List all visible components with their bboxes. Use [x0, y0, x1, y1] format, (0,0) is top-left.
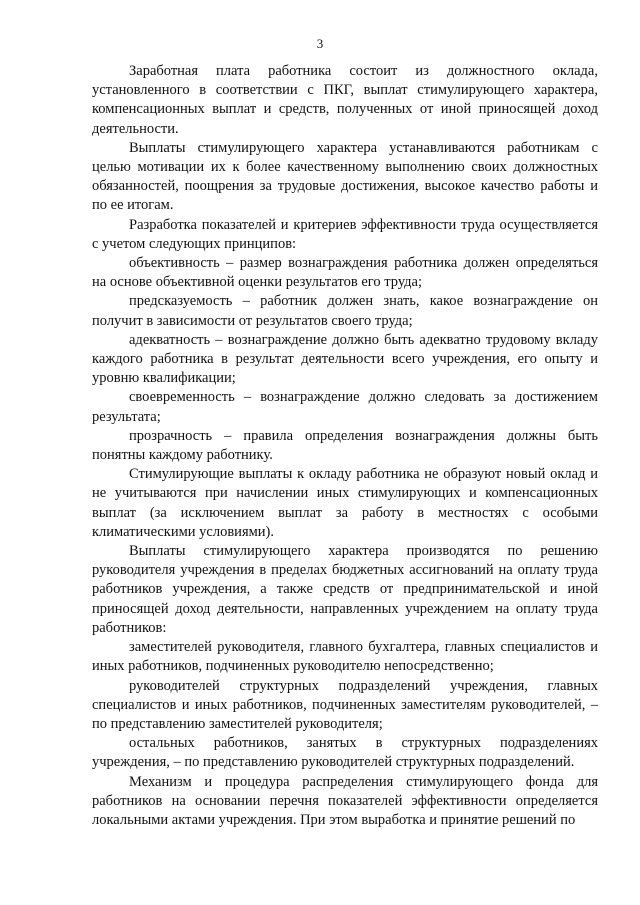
list-item: руководителей структурных подразделений учреждения, главных специалистов и иных работников, подчиненных заместителям руководителей, – по представлению заместителей руководителя;	[92, 677, 598, 732]
paragraph: Выплаты стимулирующего характера устанавливаются работникам с целью мотивации их к более качественному выполнению своих должностных обязанностей, поощрения за трудовые достижения, высокое качество работы и по ее итогам.	[92, 139, 598, 214]
paragraph: Механизм и процедура распределения стимулирующего фонда для работников на основании перечня показателей эффективности определяется локальными актами учреждения. При этом выработка и принятие решений по	[92, 773, 598, 828]
list-item: своевременность – вознаграждение должно следовать за достижением результата;	[92, 389, 598, 425]
paragraph: Заработная плата работника состоит из должностного оклада, установленного в соответствии с ПКГ, выплат стимулирующего характера, компенсационных выплат и средств, полученных от иной приносящей доход деятельности.	[92, 63, 598, 137]
list-item: заместителей руководителя, главного бухгалтера, главных специалистов и иных работников, подчиненных руководителю непосредственно;	[92, 639, 598, 675]
list-item: остальных работников, занятых в структурных подразделениях учреждения, – по представлению руководителей структурных подразделений.	[92, 735, 598, 771]
paragraph: Разработка показателей и критериев эффективности труда осуществляется с учетом следующих принципов:	[92, 216, 598, 252]
paragraph: Стимулирующие выплаты к окладу работника не образуют новый оклад и не учитываются при начислении иных стимулирующих и компенсационных выплат (за исключением выплат за работу в местностях с особыми климатическими условиями).	[92, 466, 598, 540]
paragraph: Выплаты стимулирующего характера производятся по решению руководителя учреждения в пределах бюджетных ассигнований на оплату труда работников учреждения, а также средств от предпринимательской и иной приносящей доход деятельности, направленных учреждением на оплату труда работников:	[92, 543, 598, 636]
page-number: 3	[316, 36, 324, 51]
list-item: предсказуемость – работник должен знать, какое вознаграждение он получит в зависимости от результатов своего труда;	[92, 293, 598, 329]
list-item: объективность – размер вознаграждения работника должен определяться на основе объективной оценки результатов его труда;	[92, 255, 598, 291]
list-item: прозрачность – правила определения вознаграждения должны быть понятны каждому работнику.	[92, 427, 598, 464]
document-body	[92, 62, 598, 830]
list-item: адекватность – вознаграждение должно быть адекватно трудовому вкладу каждого работника в результат деятельности всего учреждения, его опыту и уровню квалификации;	[92, 331, 598, 387]
